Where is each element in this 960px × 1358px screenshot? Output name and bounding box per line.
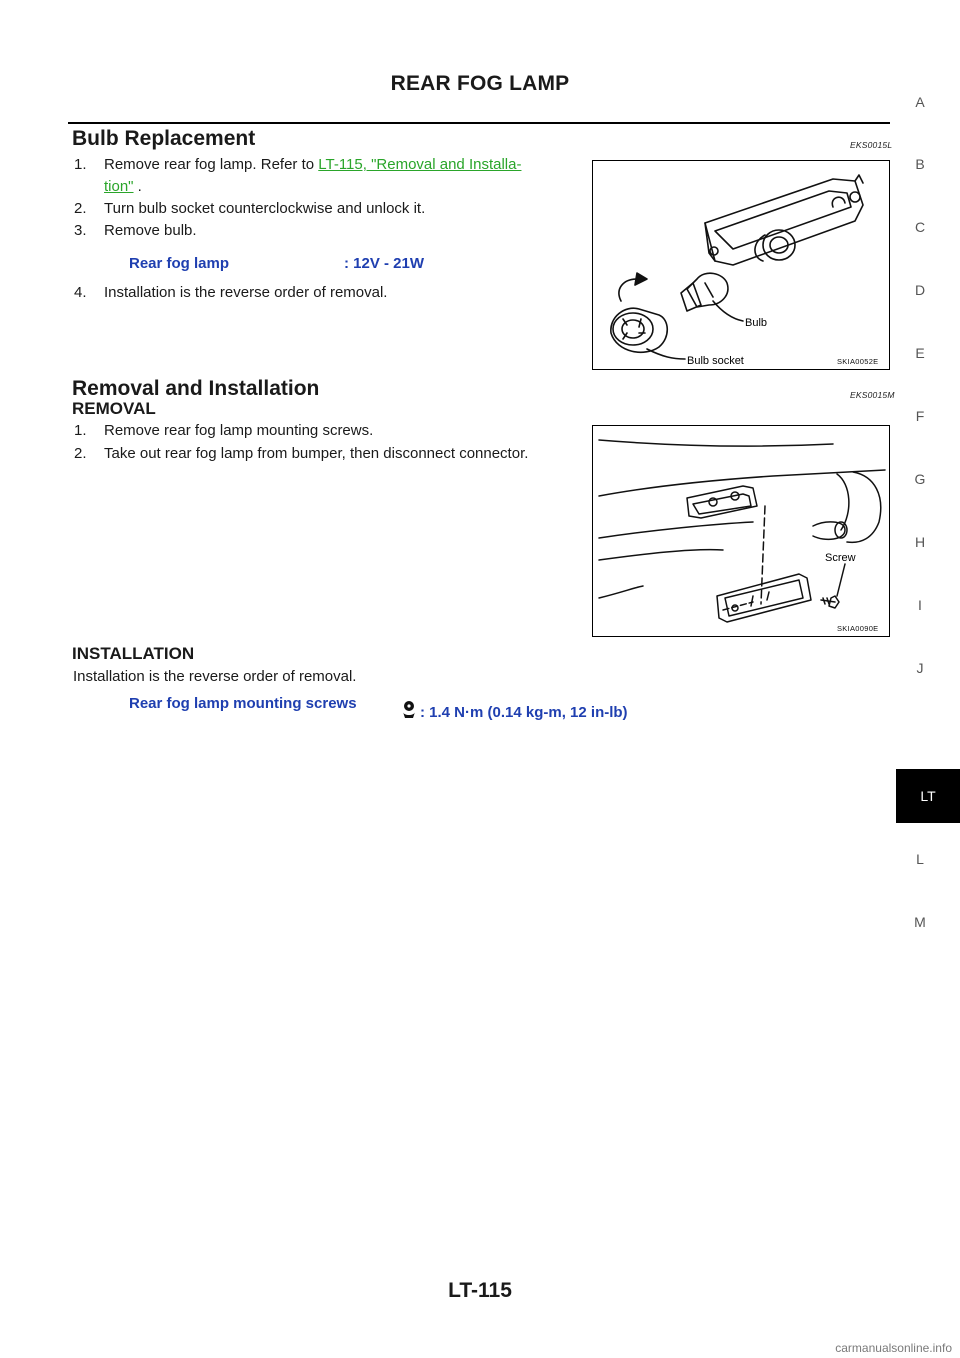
figure-bumper-screw	[592, 425, 890, 637]
ref-link-removal-installation[interactable]: LT-115, "Removal and Installa-	[318, 156, 522, 173]
spec-value-screws: : 1.4 N·m (0.14 kg-m, 12 in-lb)	[420, 704, 628, 721]
section-code-removal-installation: EKS0015M	[850, 390, 895, 400]
step-text: Remove bulb.	[104, 222, 197, 239]
figure-bulb-socket	[592, 160, 890, 370]
step-number: 1.	[74, 422, 87, 439]
torque-wrench-icon	[398, 698, 420, 720]
figure-label-bulb-socket: Bulb socket	[687, 355, 744, 367]
ref-link-removal-installation-cont[interactable]: tion"	[104, 178, 134, 195]
step-number: 4.	[74, 284, 87, 301]
step-text: Remove rear fog lamp mounting screws.	[104, 422, 374, 439]
step-text: Take out rear fog lamp from bumper, then disconnect connector.	[104, 445, 529, 462]
step-number: 3.	[74, 222, 87, 239]
side-index-g[interactable]: G	[914, 471, 926, 487]
bumper-illustration	[593, 426, 889, 636]
figure-id-bulb: SKIA0052E	[837, 357, 879, 366]
page-title: REAR FOG LAMP	[390, 72, 570, 95]
side-index-b[interactable]: B	[915, 156, 925, 172]
figure-id-bumper: SKIA0090E	[837, 624, 879, 633]
step-number: 2.	[74, 445, 87, 462]
step-text: Turn bulb socket counterclockwise and unlock it.	[104, 200, 426, 217]
side-index-d[interactable]: D	[914, 282, 926, 298]
step-4-installation	[74, 282, 387, 304]
step-3-remove-bulb	[74, 220, 197, 242]
side-index-j[interactable]: J	[916, 660, 924, 676]
removal-step-1	[74, 420, 373, 442]
section-heading-removal-installation: Removal and Installation	[72, 377, 320, 400]
section-heading-bulb-replacement: Bulb Replacement	[72, 127, 256, 150]
step-text: Remove rear fog lamp. Refer to	[104, 156, 319, 173]
watermark: carmanualsonline.info	[835, 1341, 952, 1355]
step-text: Installation is the reverse order of removal.	[104, 284, 388, 301]
page-number: LT-115	[448, 1279, 512, 1302]
side-index-c[interactable]: C	[914, 219, 926, 235]
title-rule	[68, 122, 890, 124]
side-index-h[interactable]: H	[914, 534, 926, 550]
side-index-lt-active[interactable]: LT	[896, 769, 960, 823]
side-index-m[interactable]: M	[914, 914, 926, 930]
step-2-turn-socket	[74, 198, 425, 220]
removal-step-2	[74, 443, 528, 465]
figure-label-bulb: Bulb	[745, 317, 768, 329]
side-index-l[interactable]: L	[916, 851, 924, 867]
step-1-remove-lamp	[74, 154, 594, 176]
step-text: .	[133, 178, 142, 195]
step-1-continued	[104, 176, 142, 198]
spec-value-bulb: : 12V - 21W	[344, 255, 425, 272]
section-code-bulb-replacement: EKS0015L	[850, 140, 893, 150]
spec-label-bulb: Rear fog lamp	[129, 255, 230, 272]
sub-heading-installation: INSTALLATION	[72, 644, 195, 663]
step-number: 2.	[74, 200, 87, 217]
step-number: 1.	[74, 156, 87, 173]
sub-heading-removal: REMOVAL	[72, 399, 156, 418]
spec-label-screws: Rear fog lamp mounting screws	[129, 695, 357, 712]
side-index-a[interactable]: A	[915, 94, 925, 110]
side-index-e[interactable]: E	[915, 345, 925, 361]
installation-text: Installation is the reverse order of removal.	[73, 668, 357, 685]
bulb-socket-illustration	[593, 161, 889, 369]
figure-label-screw: Screw	[825, 552, 856, 564]
side-index-i[interactable]: I	[918, 597, 922, 613]
side-index-f[interactable]: F	[915, 408, 925, 424]
